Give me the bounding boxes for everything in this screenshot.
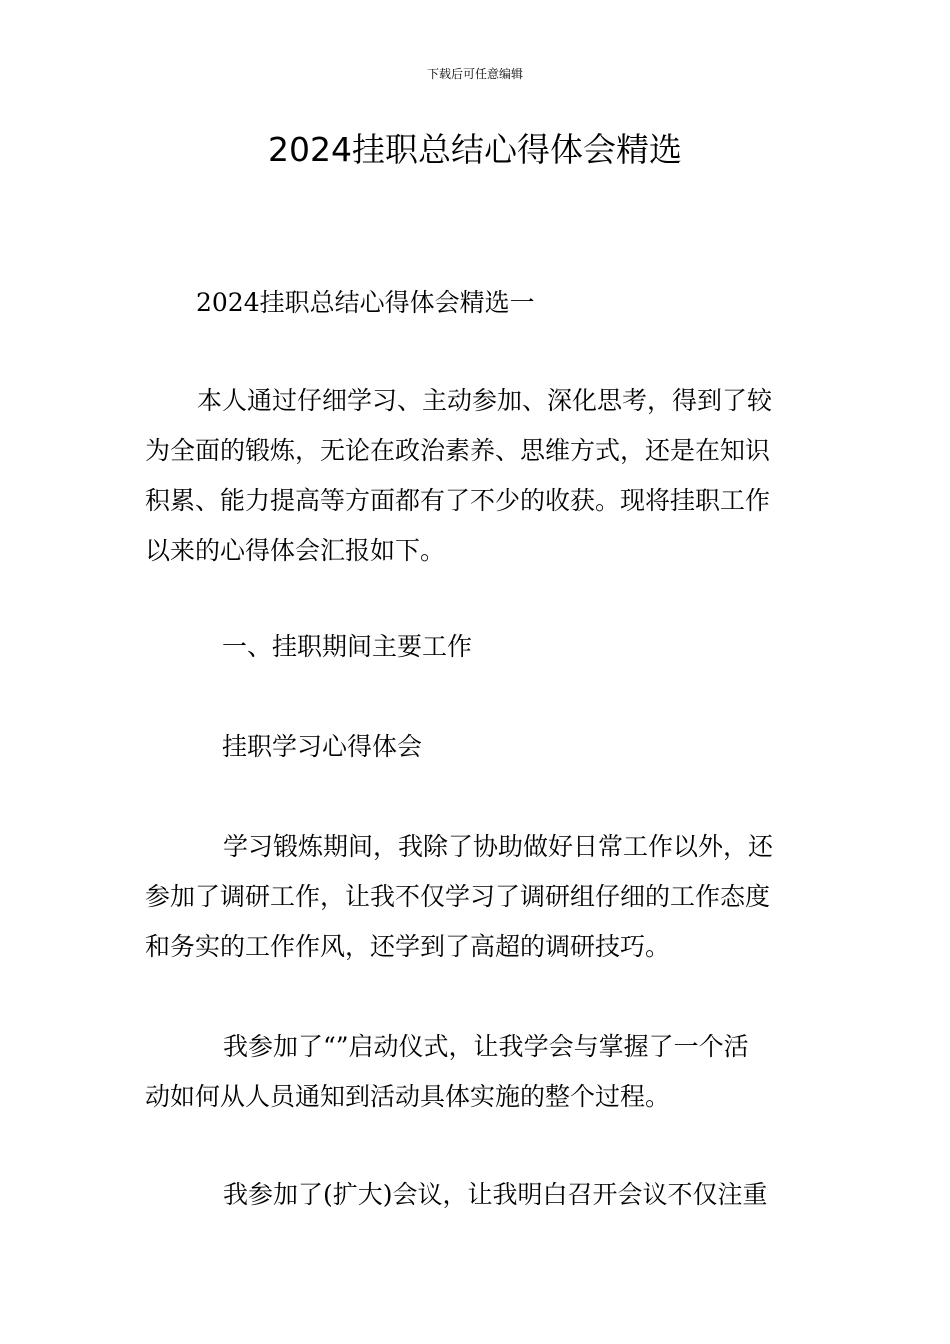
paragraph-line: 参加了调研工作，让我不仅学习了调研组仔细的工作态度 xyxy=(145,882,771,911)
paragraph-line: 以来的心得体会汇报如下。 xyxy=(145,536,446,565)
paragraph-line: 和务实的工作作风，还学到了高超的调研技巧。 xyxy=(145,932,671,961)
paragraph-line: 动如何从人员通知到活动具体实施的整个过程。 xyxy=(145,1082,671,1111)
paragraph-line: 我参加了“”启动仪式，让我学会与掌握了一个活 xyxy=(223,1032,749,1061)
paragraph-line: 我参加了(扩大)会议，让我明白召开会议不仅注重 xyxy=(223,1180,768,1209)
section-subtitle: 2024挂职总结心得体会精选一 xyxy=(196,288,535,317)
document-title: 2024挂职总结心得体会精选 xyxy=(268,130,682,169)
section-heading-main-work: 一、挂职期间主要工作 xyxy=(222,632,473,661)
paragraph-research xyxy=(145,822,807,972)
header-note: 下载后可任意编辑 xyxy=(426,67,523,81)
paragraph-ceremony xyxy=(145,1022,807,1122)
paragraph-line: 为全面的锻炼，无论在政治素养、思维方式，还是在知识 xyxy=(145,436,771,465)
paragraph-line: 积累、能力提高等方面都有了不少的收获。现将挂职工作 xyxy=(145,486,771,515)
paragraph-intro xyxy=(145,376,807,576)
paragraph-line: 学习锻炼期间，我除了协助做好日常工作以外，还 xyxy=(223,832,774,861)
paragraph-line: 本人通过仔细学习、主动参加、深化思考，得到了较 xyxy=(197,386,773,415)
section-heading-learning: 挂职学习心得体会 xyxy=(222,732,423,761)
paragraph-meeting xyxy=(145,1170,807,1220)
